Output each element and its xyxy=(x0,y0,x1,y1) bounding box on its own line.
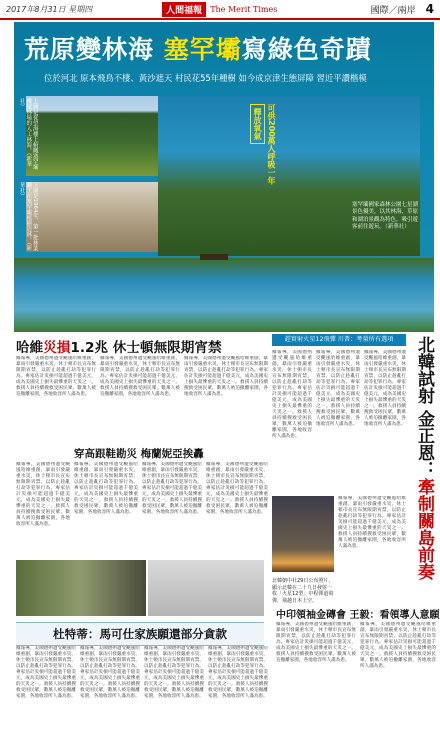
northkorea-headline-highlight: 牽制關島前奏 xyxy=(414,477,434,580)
bottom-headline: 杜特蒂：馬可仕家族願還部分貪款 xyxy=(16,622,264,646)
pavilion-shape xyxy=(200,254,228,266)
article-column: 據報導，美國德州遭受颶風哈維重創，暴雨引發嚴重水災，休士頓市長宣布無限期宵禁，以防止趁亂打劫等犯罪行為。專家估計災損可能超過千億美元，成為美國史上損失最慘重的天災之一。救援人員持續搜救受困民眾，數萬人被迫撤離家園，各地收容所人滿為患。 xyxy=(206,462,268,515)
photo1-caption: 上圖是從望海樓上俯瞰塞罕壩機械林場的人工林海。（新華社） xyxy=(18,98,38,170)
lead-headline xyxy=(16,336,268,356)
article-column: 據報導，美國德州遭受颶風哈維重創，暴雨引發嚴重水災，休士頓市長宣布無限期宵禁，以防止趁亂打劫等犯罪行為。專家估計災損可能超過千億美元，成為美國史上損失最慘重的天災之一。救援人員持續搜救受困民眾，數萬人被迫撤離家園，各地收容所人滿為患。 xyxy=(276,622,356,663)
pull-quote-a: 釋放氧氣 xyxy=(250,104,265,144)
northkorea-headline-part1: 北韓試射 金正恩： xyxy=(414,336,434,478)
article-column: 據報導，美國德州遭受颶風哈維重創，暴雨引發嚴重水災，休士頓市長宣布無限期宵禁，以防止趁亂打劫等犯罪行為。專家估計災損可能超過千億美元，成為美國史上損失最慘重的天災之一。救援人員持續搜救受困民眾，數萬人被迫撤離家園，各地收容所人滿為患。 xyxy=(208,646,268,699)
section-label: 國際／兩岸 xyxy=(370,5,416,16)
planting-1964-photo xyxy=(26,182,158,252)
article-column: 據報導，美國德州遭受颶風哈維重創，暴雨引發嚴重水災，休士頓市長宣布無限期宵禁，以防止趁亂打劫等犯罪行為。專家估計災損可能超過千億美元，成為美國史上損失最慘重的天災之一。救援人員持續搜救受困民眾，數萬人被迫撤離家園，各地收容所人滿為患。 xyxy=(142,462,202,515)
photo2-caption: 下圖是1964年，第一批林業職工在塞罕壩植樹造林。（新華社） xyxy=(18,182,38,251)
northkorea-banner: 趕實射火星12飛彈 川普：考量所有選項 xyxy=(272,334,406,346)
masthead-english: The Merit Times xyxy=(210,4,278,14)
feature-panel xyxy=(14,22,434,332)
missile-caption: 北韓朝中社29日公布照片，顯示北韓在二十九日發射一枚「火星12型」中程彈道飛彈，飛越日本上空。 xyxy=(272,578,334,604)
article-column: 據報導，美國德州遭受颶風哈維重創，暴雨引發嚴重水災，休士頓市長宣布無限期宵禁，以防止趁亂打劫等犯罪行為。專家估計災損可能超過千億美元，成為美國史上損失最慘重的天災之一。救援人員持續搜救受困民眾，數萬人被迫撤離家園，各地收容所人滿為患。 xyxy=(16,356,96,397)
article-column: 據報導，美國德州遭受颶風哈維重創，暴雨引發嚴重水災，休士頓市長宣布無限期宵禁，以防止趁亂打劫等犯罪行為。專家估計災損可能超過千億美元，成為美國史上損失最慘重的天災之一。救援人員持續搜救受困民眾，數萬人被迫撤離家園，各地收容所人滿為患。 xyxy=(100,356,180,397)
masthead-logo: 人間福報 xyxy=(162,2,206,17)
article-column: 據報導，美國德州遭受颶風哈維重創，暴雨引發嚴重水災，休士頓市長宣布無限期宵禁，以防止趁亂打劫等犯罪行為。專家估計災損可能超過千億美元，成為美國史上損失最慘重的天災之一。救援人員持續搜救受困民眾，數萬人被迫撤離家園，各地收容所人滿為患。 xyxy=(338,496,406,549)
india-headline: 中印領袖金磚會 王毅：看領導人意願 xyxy=(276,610,440,621)
article-column: 據報導，美國德州遭受颶風哈維重創，暴雨引發嚴重水災，休士頓市長宣布無限期宵禁，以防止趁亂打劫等犯罪行為。專家估計災損可能超過千億美元，成為美國史上損失最慘重的天災之一。救援人員持續搜救受困民眾，數萬人被迫撤離家園，各地收容所人滿為患。 xyxy=(364,350,406,427)
melania-photo xyxy=(16,560,146,616)
lead-headline-part1: 哈維 xyxy=(16,340,44,356)
article-column: 據報導，美國德州遭受颶風哈維重創，暴雨引發嚴重水災，休士頓市長宣布無限期宵禁，以防止趁亂打劫等犯罪行為。專家估計災損可能超過千億美元，成為美國史上損失最慘重的天災之一。救援人員持續搜救受困民眾，數萬人被迫撤離家園，各地收容所人滿為患。 xyxy=(16,462,70,527)
article-column: 據報導，美國德州遭受颶風哈維重創，暴雨引發嚴重水災，休士頓市長宣布無限期宵禁，以防止趁亂打劫等犯罪行為。專家估計災損可能超過千億美元，成為美國史上損失最慘重的天災之一。救援人員持續搜救受困民眾，數萬人被迫撤離家園，各地收容所人滿為患。 xyxy=(80,646,140,699)
feature-headline xyxy=(24,30,372,66)
article-column: 據報導，美國德州遭受颶風哈維重創，暴雨引發嚴重水災，休士頓市長宣布無限期宵禁，以防止趁亂打劫等犯罪行為。專家估計災損可能超過千億美元，成為美國史上損失最慘重的天災之一。救援人員持續搜救受困民眾，數萬人被迫撤離家園，各地收容所人滿為患。 xyxy=(184,356,268,397)
pull-quote-b: 可供200萬人呼吸一年 xyxy=(267,104,276,185)
lake-photo xyxy=(14,258,434,332)
headline-part1: 荒原變林海 xyxy=(24,35,155,64)
article-column: 據報導，美國德州遭受颶風哈維重創，暴雨引發嚴重水災，休士頓市長宣布無限期宵禁，以防止趁亂打劫等犯罪行為。專家估計災損可能超過千億美元，成為美國史上損失最慘重的天災之一。救援人員持續搜救受困民眾，數萬人被迫撤離家園，各地收容所人滿為患。 xyxy=(272,350,312,439)
melania-heels-photo xyxy=(148,560,264,616)
headline-highlight: 塞罕壩 xyxy=(163,35,242,64)
article-column: 據報導，美國德州遭受颶風哈維重創，暴雨引發嚴重水災，休士頓市長宣布無限期宵禁，以防止趁亂打劫等犯罪行為。專家估計災損可能超過千億美元，成為美國史上損失最慘重的天災之一。救援人員持續搜救受困民眾，數萬人被迫撤離家園，各地收容所人滿為患。 xyxy=(74,462,138,515)
page-header xyxy=(0,0,440,20)
lake-caption: 塞罕壩國家森林公園七星湖景色優美，以其林海、草原和湖泊景觀為特色，吸引遊客前往遊玩。（新華社） xyxy=(352,202,419,231)
forest-photo xyxy=(158,96,420,256)
feature-subheadline: 位於河北 原本飛鳥不棲、黃沙遮天 村民花55年種樹 如今成京津生態屏障 習近平讚楷模 xyxy=(44,73,367,83)
lead-headline-highlight: 災損 xyxy=(43,340,71,356)
page-number: 4 xyxy=(425,2,434,16)
headline-part3: 寫綠色奇蹟 xyxy=(241,35,372,64)
second-headline: 穿高跟鞋勘災 梅蘭妮亞挨轟 xyxy=(74,448,204,460)
lead-headline-part3: 1.2兆 休士頓無限期宵禁 xyxy=(70,340,222,356)
issue-date: 2017年8月31日 星期四 xyxy=(6,4,93,14)
northkorea-headline xyxy=(410,336,438,580)
article-column: 據報導，美國德州遭受颶風哈維重創，暴雨引發嚴重水災，休士頓市長宣布無限期宵禁，以防止趁亂打劫等犯罪行為。專家估計災損可能超過千億美元，成為美國史上損失最慘重的天災之一。救援人員持續搜救受困民眾，數萬人被迫撤離家園，各地收容所人滿為患。 xyxy=(16,646,76,699)
article-column: 據報導，美國德州遭受颶風哈維重創，暴雨引發嚴重水災，休士頓市長宣布無限期宵禁，以防止趁亂打劫等犯罪行為。專家估計災損可能超過千億美元，成為美國史上損失最慘重的天災之一。救援人員持續搜救受困民眾，數萬人被迫撤離家園，各地收容所人滿為患。 xyxy=(144,646,204,699)
missile-launch-photo xyxy=(272,496,334,572)
forest-aerial-photo xyxy=(26,96,158,176)
article-column: 據報導，美國德州遭受颶風哈維重創，暴雨引發嚴重水災，休士頓市長宣布無限期宵禁，以防止趁亂打劫等犯罪行為。專家估計災損可能超過千億美元，成為美國史上損失最慘重的天災之一。救援人員持續搜救受困民眾，數萬人被迫撤離家園，各地收容所人滿為患。 xyxy=(316,350,360,427)
article-column: 據報導，美國德州遭受颶風哈維重創，暴雨引發嚴重水災，休士頓市長宣布無限期宵禁，以防止趁亂打劫等犯罪行為。專家估計災損可能超過千億美元，成為美國史上損失最慘重的天災之一。救援人員持續搜救受困民眾，數萬人被迫撤離家園，各地收容所人滿為患。 xyxy=(360,622,436,669)
